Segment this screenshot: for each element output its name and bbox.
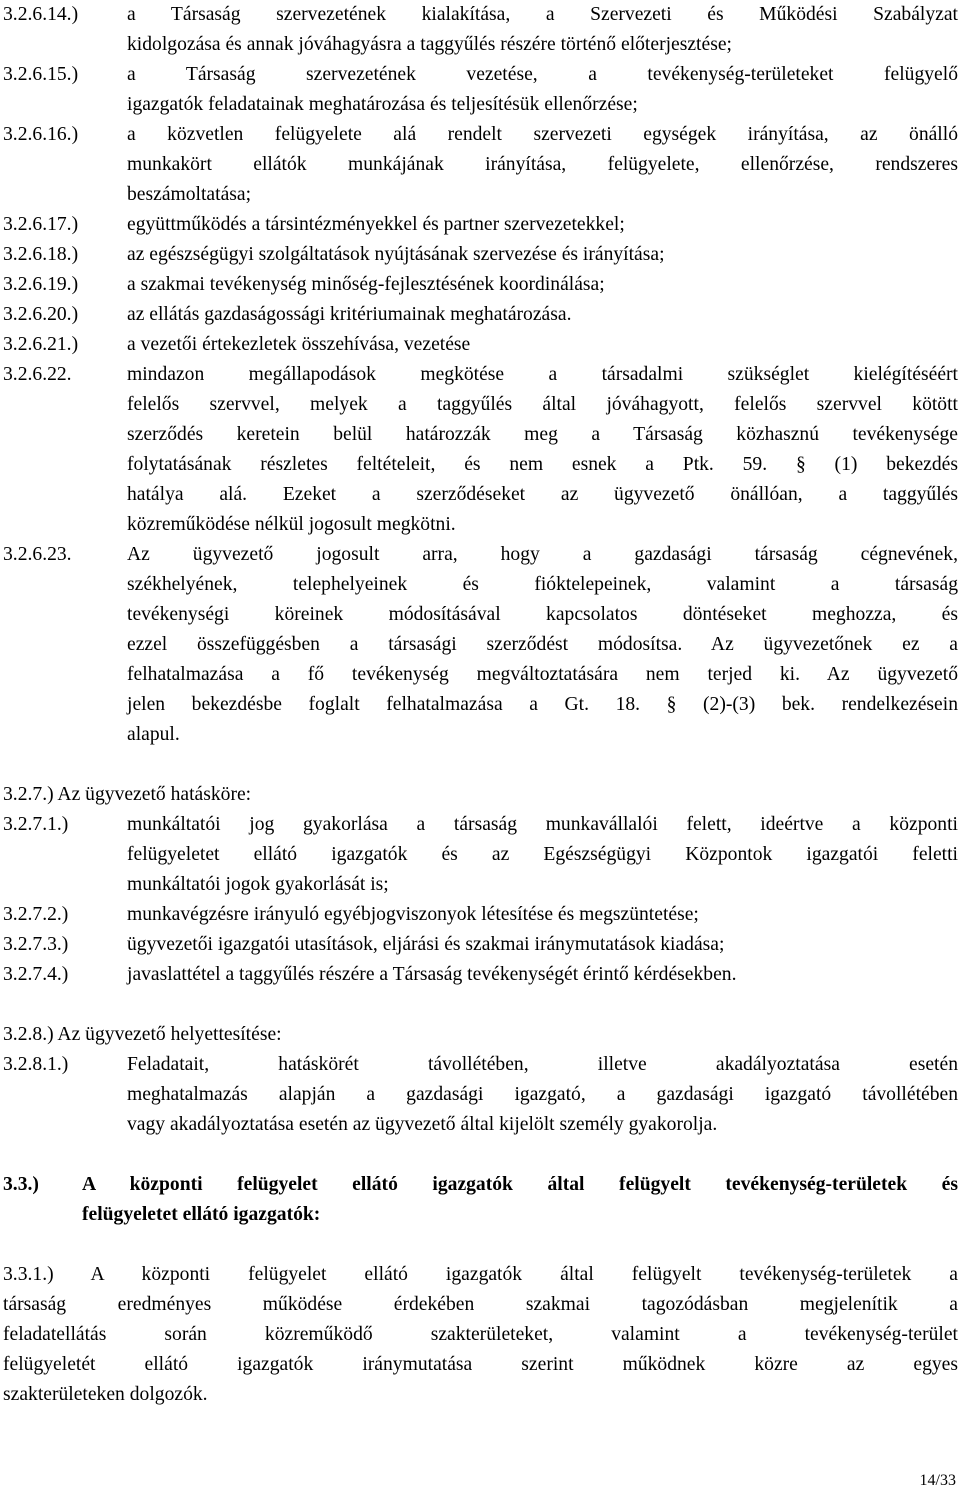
item-number: 3.2.6.20.): [3, 304, 79, 325]
text-line: szakterületeken dolgozók.: [3, 1384, 208, 1405]
text-line: felügyeletét ellátó igazgatók iránymutatása szerint működnek közre az egyes: [3, 1354, 958, 1375]
item-number: 3.2.6.17.): [3, 214, 79, 235]
text-line: felügyeletet ellátó igazgatók:: [82, 1204, 321, 1225]
text-line: A központi felügyelet ellátó igazgatók által felügyelt tevékenység-területek és: [82, 1174, 958, 1195]
item-number: 3.2.7.2.): [3, 904, 69, 925]
item-number: 3.2.6.15.): [3, 64, 79, 85]
text-line: a Társaság szervezetének kialakítása, a Szervezeti és Működési Szabályzat: [127, 4, 958, 25]
text-line: együttműködés a társintézményekkel és partner szervezetekkel;: [127, 214, 625, 235]
text-line: székhelyének, telephelyeinek és fióktelepeinek, valamint a társaság: [127, 574, 958, 595]
item-number: 3.2.7.4.): [3, 964, 69, 985]
text-line: tevékenységi köreinek módosításával kapcsolatos döntéseket meghozza, és: [127, 604, 958, 625]
text-line: meghatalmazás alapján a gazdasági igazgató, a gazdasági igazgató távollétében: [127, 1084, 958, 1105]
text-line: ügyvezetői igazgatói utasítások, eljárási és szakmai iránymutatások kiadása;: [127, 934, 725, 955]
text-line: mindazon megállapodások megkötése a társadalmi szükséglet kielégítéséért: [127, 364, 958, 385]
item-number: 3.2.8.1.): [3, 1054, 69, 1075]
item-number: 3.3.): [3, 1174, 39, 1195]
text-line: jelen bekezdésbe foglalt felhatalmazása a Gt. 18. § (2)-(3) bek. rendelkezésein: [127, 694, 958, 715]
text-line: a közvetlen felügyelete alá rendelt szervezeti egységek irányítása, az önálló: [127, 124, 958, 145]
text-line: 3.3.1.) A központi felügyelet ellátó igazgatók által felügyelt tevékenység-területek a: [3, 1264, 958, 1285]
section-heading: 3.2.8.) Az ügyvezető helyettesítése:: [3, 1024, 282, 1045]
text-line: az egészségügyi szolgáltatások nyújtásának szervezése és irányítása;: [127, 244, 665, 265]
text-line: munkáltatói jogok gyakorlását is;: [127, 874, 389, 895]
text-line: szerződés keretein belül határozzák meg a Társaság közhasznú tevékenysége: [127, 424, 958, 445]
text-line: javaslattétel a taggyűlés részére a Társaság tevékenységét érintő kérdésekben.: [127, 964, 737, 985]
item-number: 3.2.6.18.): [3, 244, 79, 265]
section-heading: 3.2.7.) Az ügyvezető hatásköre:: [3, 784, 252, 805]
text-line: a vezetői értekezletek összehívása, vezetése: [127, 334, 471, 355]
item-number: 3.2.6.21.): [3, 334, 79, 355]
text-line: alapul.: [127, 724, 180, 745]
text-line: kidolgozása és annak jóváhagyásra a taggyűlés részére történő előterjesztése;: [127, 34, 732, 55]
item-number: 3.2.6.23.: [3, 544, 72, 565]
text-line: beszámoltatása;: [127, 184, 252, 205]
text-line: vagy akadályoztatása esetén az ügyvezető által kijelölt személy gyakorolja.: [127, 1114, 718, 1135]
text-line: közreműködése nélkül jogosult megkötni.: [127, 514, 456, 535]
text-line: munkavégzésre irányuló egyébjogviszonyok létesítése és megszüntetése;: [127, 904, 699, 925]
text-line: felhatalmazása a fő tevékenység megváltoztatására nem terjed ki. Az ügyvezető: [127, 664, 958, 685]
text-line: Feladatait, hatáskörét távollétében, illetve akadályoztatása esetén: [127, 1054, 958, 1075]
text-line: felelős szervvel, melyek a taggyűlés által jóváhagyott, felelős szervvel kötött: [127, 394, 958, 415]
item-number: 3.2.6.19.): [3, 274, 79, 295]
text-line: ezzel összefüggésben a társasági szerződést módosítsa. Az ügyvezetőnek ez a: [127, 634, 958, 655]
text-line: Az ügyvezető jogosult arra, hogy a gazdasági társaság cégnevének,: [127, 544, 958, 565]
text-line: a szakmai tevékenység minőség-fejlesztésének koordinálása;: [127, 274, 605, 295]
text-line: társaság eredményes működése érdekében szakmai tagozódásban megjelenítik a: [3, 1294, 958, 1315]
text-line: hatálya alá. Ezeket a szerződéseket az ügyvezető önállóan, a taggyűlés: [127, 484, 958, 505]
text-line: az ellátás gazdaságossági kritériumainak meghatározása.: [127, 304, 572, 325]
text-line: munkáltatói jog gyakorlása a társaság munkavállalói felett, ideértve a központi: [127, 814, 958, 835]
item-number: 3.2.6.16.): [3, 124, 79, 145]
text-line: folytatásának részletes feltételeit, és nem esnek a Ptk. 59. § (1) bekezdés: [127, 454, 958, 475]
item-number: 3.2.7.1.): [3, 814, 69, 835]
page-number: 14/33: [919, 1472, 956, 1489]
text-line: igazgatók feladatainak meghatározása és teljesítésük ellenőrzése;: [127, 94, 638, 115]
text-line: felügyeletet ellátó igazgatók és az Egészségügyi Központok igazgatói feletti: [127, 844, 958, 865]
text-line: a Társaság szervezetének vezetése, a tevékenység-területeket felügyelő: [127, 64, 958, 85]
text-line: feladatellátás során közreműködő szakterületeket, valamint a tevékenység-terület: [3, 1324, 958, 1345]
item-number: 3.2.6.22.: [3, 364, 72, 385]
text-line: munkakört ellátók munkájának irányítása, felügyelete, ellenőrzése, rendszeres: [127, 154, 958, 175]
item-number: 3.2.7.3.): [3, 934, 69, 955]
item-number: 3.2.6.14.): [3, 4, 79, 25]
